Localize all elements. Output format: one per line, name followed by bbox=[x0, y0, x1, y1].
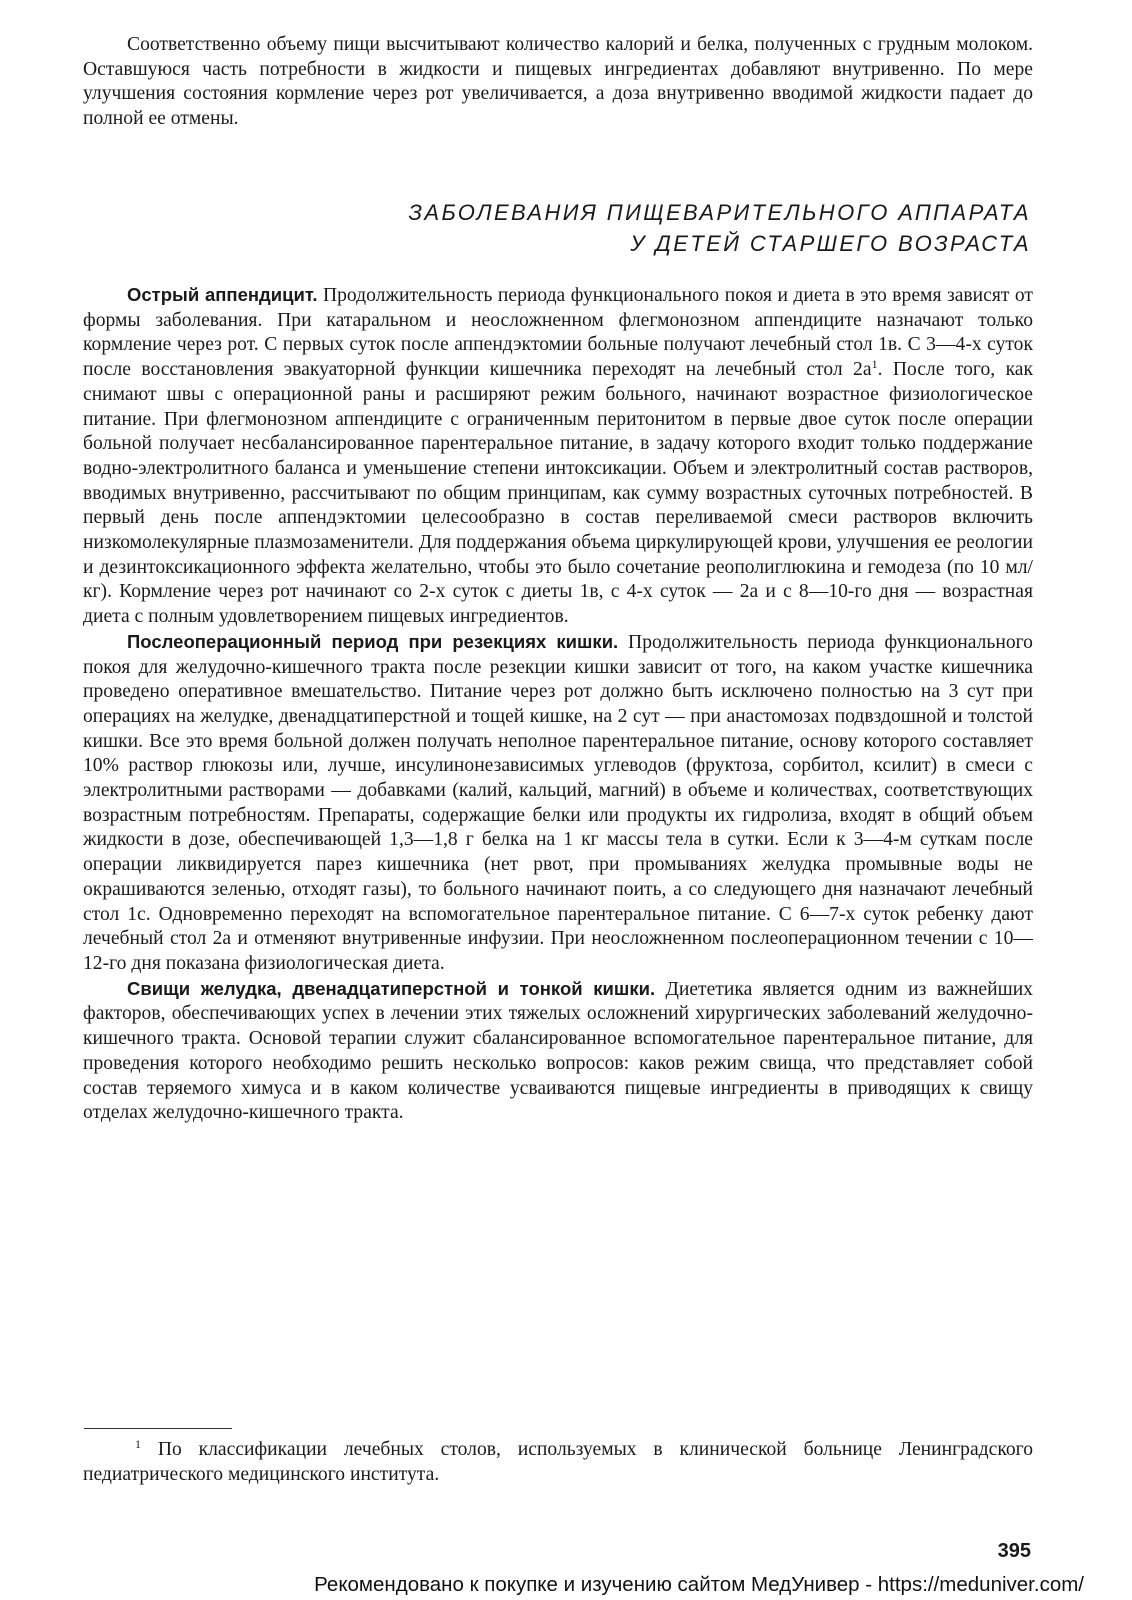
section-heading-line-2: У ДЕТЕЙ СТАРШЕГО ВОЗРАСТА bbox=[630, 231, 1031, 256]
paragraph-text: Диететика является одним из важнейших факторов, обеспечивающих успех в лечении этих тяжелых осложнений хирургических заболеваний желудочно-кишечного тракта. Основой терапии служит сбалансированное вспомогательное парентеральное питание, для проведения которого необходимо решить несколько вопросов: каков режим свища, что представляет собой состав теряемого химуса и в каком количестве усваиваются пищевые ингредиенты в приводящих к свищу отделах желудочно-кишечного тракта. bbox=[83, 978, 1033, 1124]
footnote bbox=[83, 1437, 1033, 1487]
footnote-divider bbox=[84, 1428, 232, 1429]
paragraph-text: Продолжительность периода функционального покоя и диета в это время зависят от формы заболевания. При катаральном и неосложненном флегмонозном аппендиците назначают только кормление через рот. С первых суток после аппендэктомии больные получают лечебный стол 1в. С 3—4-х суток после восстановления эвакуаторной функции кишечника переходят на лечебный стол 2а bbox=[83, 285, 1033, 381]
main-body bbox=[83, 283, 1033, 1126]
paragraph-text: . После того, как снимают швы с операционной раны и расширяют режим больного, начинают возрастное физиологическое питание. При флегмонозном аппендиците с ограниченным перитонитом в первые двое суток после операции больной получает несбалансированное парентеральное питание, в задачу которого входит только поддержание водно-электролитного баланса и уменьшение степени интоксикации. Объем и электролитный состав растворов, вводимых внутривенно, рассчитывают по общим принципам, как сумму возрастных суточных потребностей. В первый день после аппендэктомии целесообразно в состав переливаемой смеси растворов включить низкомолекулярные плазмозаменители. Для поддержания объема циркулирующей крови, улучшения ее реологии и дезинтоксикационного эффекта желательно, чтобы это было сочетание реополиглюкина и гемодеза (по 10 мл/кг). Кормление через рот начинают со 2-х суток с диеты 1в, с 4-х суток — 2а и с 8—10-го дня — возрастная диета с полным удовлетворением пищевых ингредиентов. bbox=[83, 359, 1034, 628]
page-number: 395 bbox=[997, 1540, 1031, 1562]
paragraph-lead: Острый аппендицит. bbox=[127, 284, 318, 305]
watermark-text: Рекомендовано к покупке и изучению сайтом МедУнивер - https://meduniver.com/ bbox=[314, 1573, 1084, 1596]
paragraph-lead: Послеоперационный период при резекциях кишки. bbox=[127, 630, 619, 652]
footnote-ref: 1 bbox=[871, 357, 878, 372]
footnote-marker: 1 bbox=[135, 1437, 141, 1451]
paragraph-fistulas bbox=[83, 977, 1033, 1126]
section-heading-line-1: ЗАБОЛЕВАНИЯ ПИЩЕВАРИТЕЛЬНОГО АППАРАТА bbox=[408, 200, 1031, 225]
footnote-text: По классификации лечебных столов, используемых в клинической больнице Ленинградского педиатрического медицинского института. bbox=[83, 1439, 1033, 1485]
intro-section bbox=[83, 33, 1033, 132]
section-heading bbox=[409, 197, 1032, 259]
intro-paragraph: Соответственно объему пищи высчитывают количество калорий и белка, полученных с грудным молоком. Оставшуюся часть потребности в жидкости и пищевых ингредиентах добавляют внутривенно. По мере улучшения состояния кормление через рот увеличивается, а доза внутривенно вводимой жидкости падает до полной ее отмены. bbox=[83, 34, 1033, 130]
paragraph-resection bbox=[83, 630, 1033, 977]
paragraph-lead: Свищи желудка, двенадцатиперстной и тонкой кишки. bbox=[127, 977, 656, 999]
paragraph-text: Продолжительность периода функционального покоя для желудочно-кишечного тракта после резекции кишки зависит от того, на каком участке кишечника проведено оперативное вмешательство. Питание через рот должно быть исключено полностью на 3 сут при операциях на желудке, двенадцатиперстной и тощей кишке, на 2 сут — при анастомозах подвздошной и толстой кишки. Все это время больной должен получать неполное парентеральное питание, основу которого составляет 10% раствор глюкозы или, лучше, инсулинонезависимых углеводов (фруктоза, сорбитол, ксилит) в смеси с электролитными растворами — добавками (калий, кальций, магний) в объеме и количествах, соответствующих возрастным потребностям. Препараты, содержащие белки или продукты их гидролиза, входят в общий объем жидкости в дозе, обеспечивающей 1,3—1,8 г белка на 1 кг массы тела в сутки. Если к 3—4-м суткам после операции ликвидируется парез кишечника (нет рвот, при промываниях желудка промывные воды не окрашиваются зеленью, отходят газы), то больного начинают поить, а со следующего дня назначают лечебный стол 1с. Одновременно переходят на вспомогательное парентеральное питание. С 6—7-х суток ребенку дают лечебный стол 2а и отменяют внутривенные инфузии. При неосложненном послеоперационном течении с 10—12-го дня показана физиологическая диета. bbox=[83, 631, 1033, 974]
paragraph-appendicitis bbox=[83, 283, 1033, 630]
